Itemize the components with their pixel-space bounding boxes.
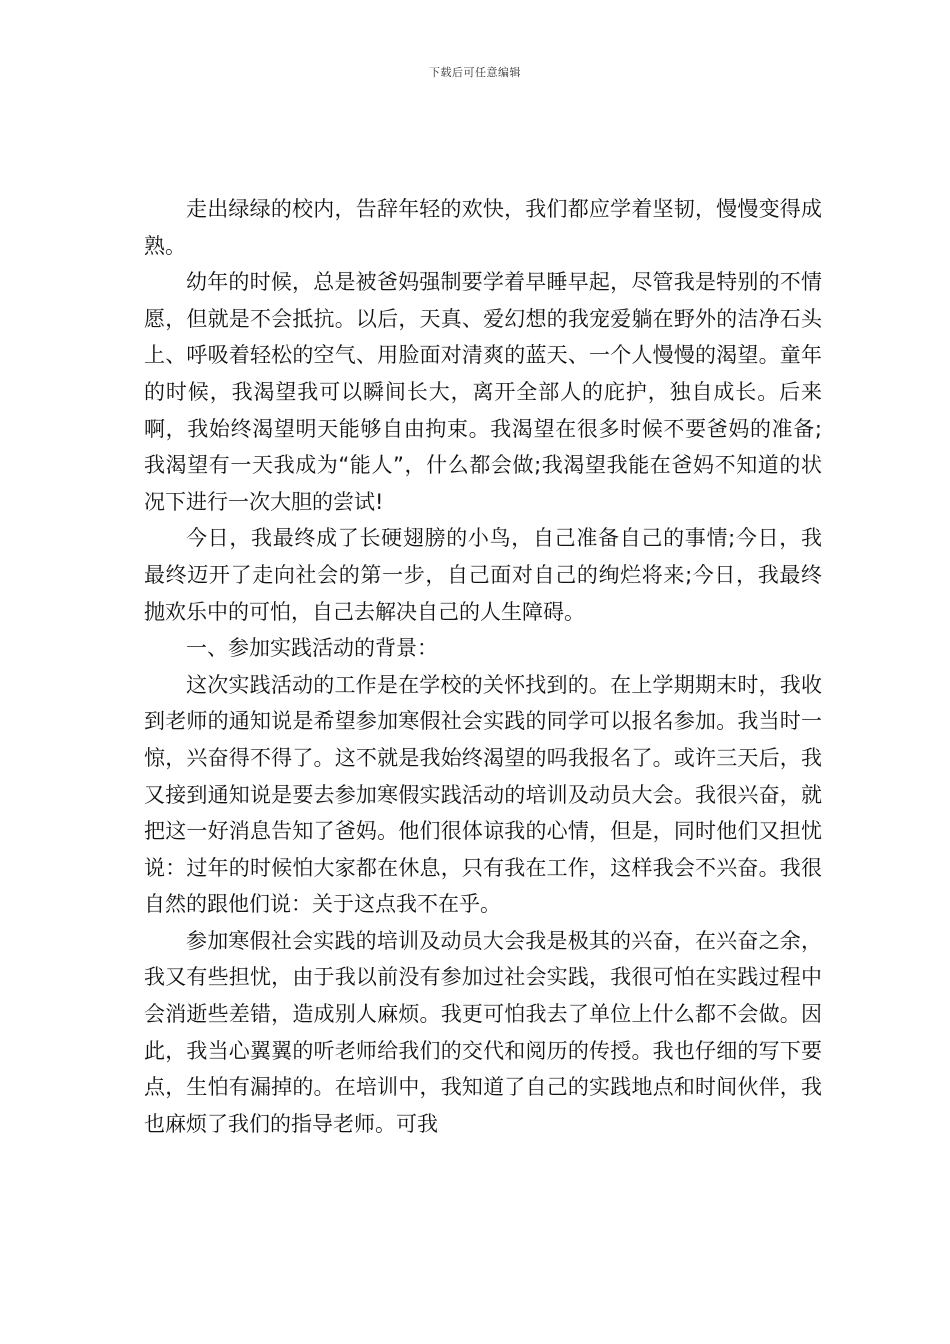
paragraph-1: 走出绿绿的校内，告辞年轻的欢快，我们都应学着坚韧，慢慢变得成熟。 <box>144 197 822 258</box>
section-heading: 一、参加实践活动的背景： <box>186 636 438 661</box>
header-note: 下载后可任意编辑 <box>429 66 521 79</box>
paragraph-2: 幼年的时候，总是被爸妈强制要学着早睡早起，尽管我是特别的不情愿，但就是不会抵抗。以后，天真、爱幻想的我宠爱躺在野外的洁净石头上、呼吸着轻松的空气、用脸面对清爽的蓝天、一个人慢慢的渴望。童年的时候，我渴望我可以瞬间长大，离开全部人的庇护，独自成长。后来啊，我始终渴望明天能够自由拘束。我渴望在很多时候不要爸妈的准备;我渴望有一天我成为“能人”，什么都会做;我渴望我能在爸妈不知道的状况下进行一次大胆的尝试! <box>144 270 822 514</box>
paragraph-3: 今日，我最终成了长硬翅膀的小鸟，自己准备自己的事情;今日，我最终迈开了走向社会的第一步，自己面对自己的绚烂将来;今日，我最终抛欢乐中的可怕，自己去解决自己的人生障碍。 <box>144 526 822 624</box>
paragraph-5: 参加寒假社会实践的培训及动员大会我是极其的兴奋，在兴奋之余，我又有些担忧，由于我以前没有参加过社会实践，我很可怕在实践过程中会消逝些差错，造成别人麻烦。我更可怕我去了单位上什么都不会做。因此，我当心翼翼的听老师给我们的交代和阅历的传授。我也仔细的写下要点，生怕有漏掉的。在培训中，我知道了自己的实践地点和时间伙伴，我也麻烦了我们的指导老师。可我 <box>144 928 822 1136</box>
paragraph-4: 这次实践活动的工作是在学校的关怀找到的。在上学期期末时，我收到老师的通知说是希望参加寒假社会实践的同学可以报名参加。我当时一惊，兴奋得不得了。这不就是我始终渴望的吗我报名了。或许三天后，我又接到通知说是要去参加寒假实践活动的培训及动员大会。我很兴奋，就把这一好消息告知了爸妈。他们很体谅我的心情，但是，同时他们又担忧说：过年的时候怕大家都在休息，只有我在工作，这样我会不兴奋。我很自然的跟他们说：关于这点我不在乎。 <box>144 672 822 917</box>
document-body <box>144 191 822 1142</box>
